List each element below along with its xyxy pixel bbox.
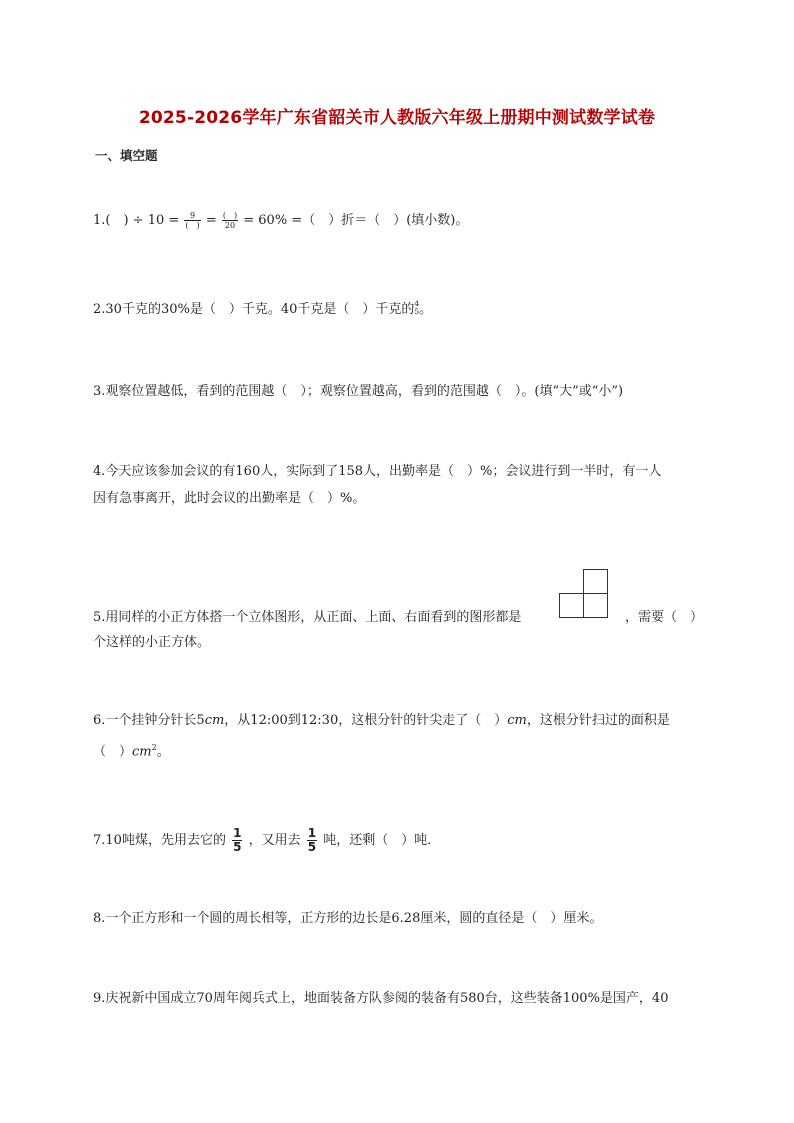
q6-line-2: （ ）$cm^2$。 [93,743,170,760]
question-4 [93,458,698,512]
question-7 [93,827,698,854]
unit-cm: cm [204,713,225,728]
question-6 [93,707,698,765]
unit-cm2: cm [132,744,152,760]
three-squares-diagram [558,568,610,618]
q2-fraction: 4 5 [414,299,420,316]
unit-cm: cm [507,713,527,728]
q1-text-b: = 60% =（ ）折＝（ ）(填小数)。 [243,213,469,228]
q7-text-b: ，又用去 [248,833,301,848]
question-2 [93,296,698,323]
q5-line-2: 个这样的小正方体。 [93,635,211,650]
q2-text-b: 。 [419,302,433,317]
q5-text-a: 5.用同样的小正方体搭一个立体图形，从正面、上面、右面看到的图形都是 [93,610,522,625]
superscript-2: 2 [151,743,157,752]
q2-text-a: 2.30千克的30%是（ ）千克。40千克是（ ）千克的 [93,302,415,317]
page-title: 2025-2026学年广东省韶关市人教版六年级上册期中测试数学试卷 [138,108,656,128]
q1-fraction-2: $\frac{( )}{20}$ [222,211,238,230]
q5-text-b: ，需要（ ） [625,610,704,625]
question-8: 8.一个正方形和一个圆的周长相等，正方形的边长是6.28厘米，圆的直径是（ ）厘米。 [93,911,603,926]
q1-text-a: 1.( ) ÷ 10 = [93,213,180,228]
q1-fraction-1: $\frac{9}{( )}$ [185,211,200,230]
question-1 [93,207,698,234]
q7-fraction-1: $\frac{1}{5}$ [233,826,242,854]
q6-line-1: 6.一个挂钟分针长5cm，从12:00到12:30，这根分针的针尖走了（ ）cm，这根分针扫过的面积是 [93,713,670,728]
q1-equals: = [205,213,217,228]
q4-line-2: 因有急事离开，此时会议的出勤率是（ ）%。 [93,491,366,506]
section-heading: 一、填空题 [95,148,158,163]
q7-text-a: 7.10吨煤，先用去它的 [93,833,226,848]
q7-text-c: 吨，还剩（ ）吨． [323,833,441,848]
question-9: 9.庆祝新中国成立70周年阅兵式上，地面装备方队参阅的装备有580台，这些装备100%是国产，40 [93,991,669,1006]
q7-fraction-2: $\frac{1}{5}$ [307,826,317,854]
question-5 [93,567,704,656]
q4-line-1: 4.今天应该参加会议的有160人，实际到了158人，出勤率是（ ）%；会议进行到一半时，有一人 [93,464,662,479]
question-3: 3.观察位置越低，看到的范围越（ ）；观察位置越高，看到的范围越（ ）。(填“大”或“小”) [93,384,624,399]
